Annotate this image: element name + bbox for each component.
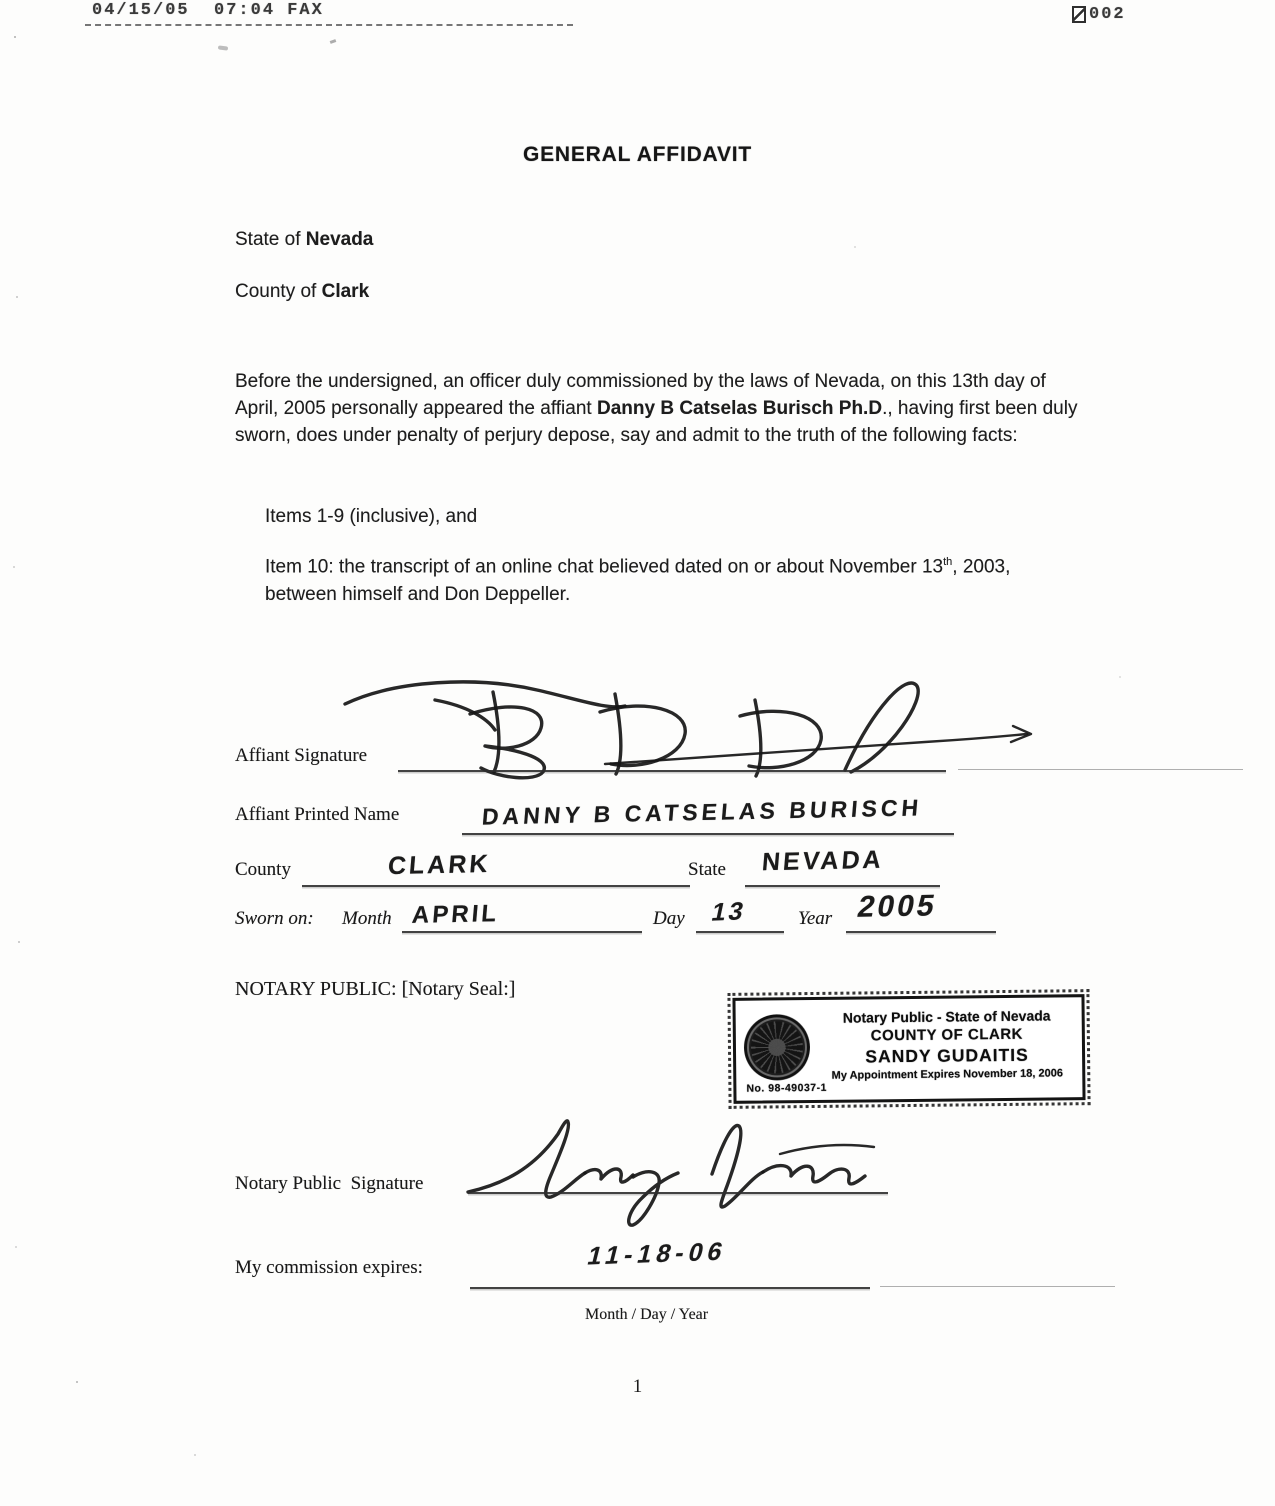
printed-name-line <box>462 833 954 835</box>
printed-name-label: Affiant Printed Name <box>235 804 400 825</box>
scan-smudge <box>218 45 228 50</box>
scan-noise <box>14 36 16 38</box>
item-10-text: Item 10: the transcript of an online chat believed dated on or about November 13 <box>265 556 944 578</box>
month-handwriting: APRIL <box>410 900 501 929</box>
state-value: Nevada <box>305 229 374 250</box>
notary-signature-label: Notary Public Signature <box>235 1173 424 1194</box>
county-of-line <box>235 281 369 303</box>
state-field-line <box>745 885 940 887</box>
notary-public-heading: NOTARY PUBLIC: [Notary Seal:] <box>235 978 516 1000</box>
state-prefix: State of <box>235 229 306 250</box>
county-prefix: County of <box>235 281 322 302</box>
item-1-9-line: Items 1-9 (inclusive), and <box>265 506 478 527</box>
state-handwriting: NEVADA <box>760 845 885 877</box>
stamp-line-4: My Appointment Expires November 18, 2006 <box>831 1067 1063 1082</box>
affiant-name-bold: Danny B Catselas Burisch Ph.D <box>596 398 883 419</box>
day-label: Day <box>653 908 685 929</box>
county-value: Clark <box>321 281 370 302</box>
notary-stamp <box>732 994 1085 1104</box>
county-field-label: County <box>235 859 291 880</box>
year-handwriting: 2005 <box>854 889 941 924</box>
item-10-line <box>265 548 1080 609</box>
affiant-signature-line-extension <box>958 769 1243 770</box>
year-label: Year <box>798 908 833 929</box>
notary-stamp-text <box>820 1006 1075 1083</box>
notary-signature-ink <box>462 1112 892 1237</box>
printed-name-handwriting: DANNY B CATSELAS BURISCH <box>480 794 924 830</box>
sworn-on-label: Sworn on: <box>235 908 314 929</box>
ordinal-superscript: th <box>943 556 953 568</box>
month-label: Month <box>342 908 392 929</box>
state-field-label: State <box>688 859 726 880</box>
day-line <box>696 931 784 933</box>
affiant-signature-ink <box>285 664 1055 786</box>
year-line <box>846 931 996 933</box>
fax-page-counter <box>1072 5 1126 24</box>
scan-smudge <box>330 39 337 44</box>
affiant-signature-line <box>398 770 946 772</box>
fax-page-number: 002 <box>1089 5 1126 24</box>
paragraph-text: Before the undersigned, an officer duly commissioned by the laws of Nevada, on this 13th day of April, 2005 personally appeared the affiant <box>235 371 1046 419</box>
state-of-line <box>235 229 373 251</box>
month-line <box>402 931 642 933</box>
commission-line-extension <box>880 1286 1115 1287</box>
fax-header-rule <box>85 24 573 26</box>
stamp-line-2: COUNTY OF CLARK <box>870 1025 1024 1045</box>
stamp-line-3: SANDY GUDAITIS <box>865 1045 1029 1067</box>
month-day-year-hint: Month / Day / Year <box>585 1306 709 1323</box>
commission-expires-label: My commission expires: <box>235 1257 423 1278</box>
notary-commission-number: No. 98-49037-1 <box>746 1081 828 1095</box>
page-number: 1 <box>632 1376 643 1397</box>
commission-date-handwriting: 11-18-06 <box>584 1237 731 1271</box>
commission-line <box>470 1287 870 1289</box>
paragraph-text: ., having first been duly sworn, does under penalty of perjury depose, say and admit to the truth of the following facts: <box>235 398 1078 446</box>
county-field-line <box>302 885 690 887</box>
stamp-line-1: Notary Public - State of Nevada <box>842 1007 1051 1026</box>
fax-timestamp: 04/15/05 07:04 FAX <box>92 1 324 20</box>
fax-page-icon <box>1072 6 1086 23</box>
affiant-signature-label: Affiant Signature <box>235 745 368 766</box>
day-handwriting: 13 <box>709 897 749 927</box>
affidavit-body-paragraph <box>235 368 1083 449</box>
notary-signature-line <box>468 1192 888 1194</box>
state-seal-icon <box>744 1014 811 1081</box>
document-title: GENERAL AFFIDAVIT <box>522 143 753 166</box>
county-handwriting: CLARK <box>386 849 492 881</box>
item-10-text: , 2003, between himself and Don Deppeller. <box>265 556 1011 606</box>
